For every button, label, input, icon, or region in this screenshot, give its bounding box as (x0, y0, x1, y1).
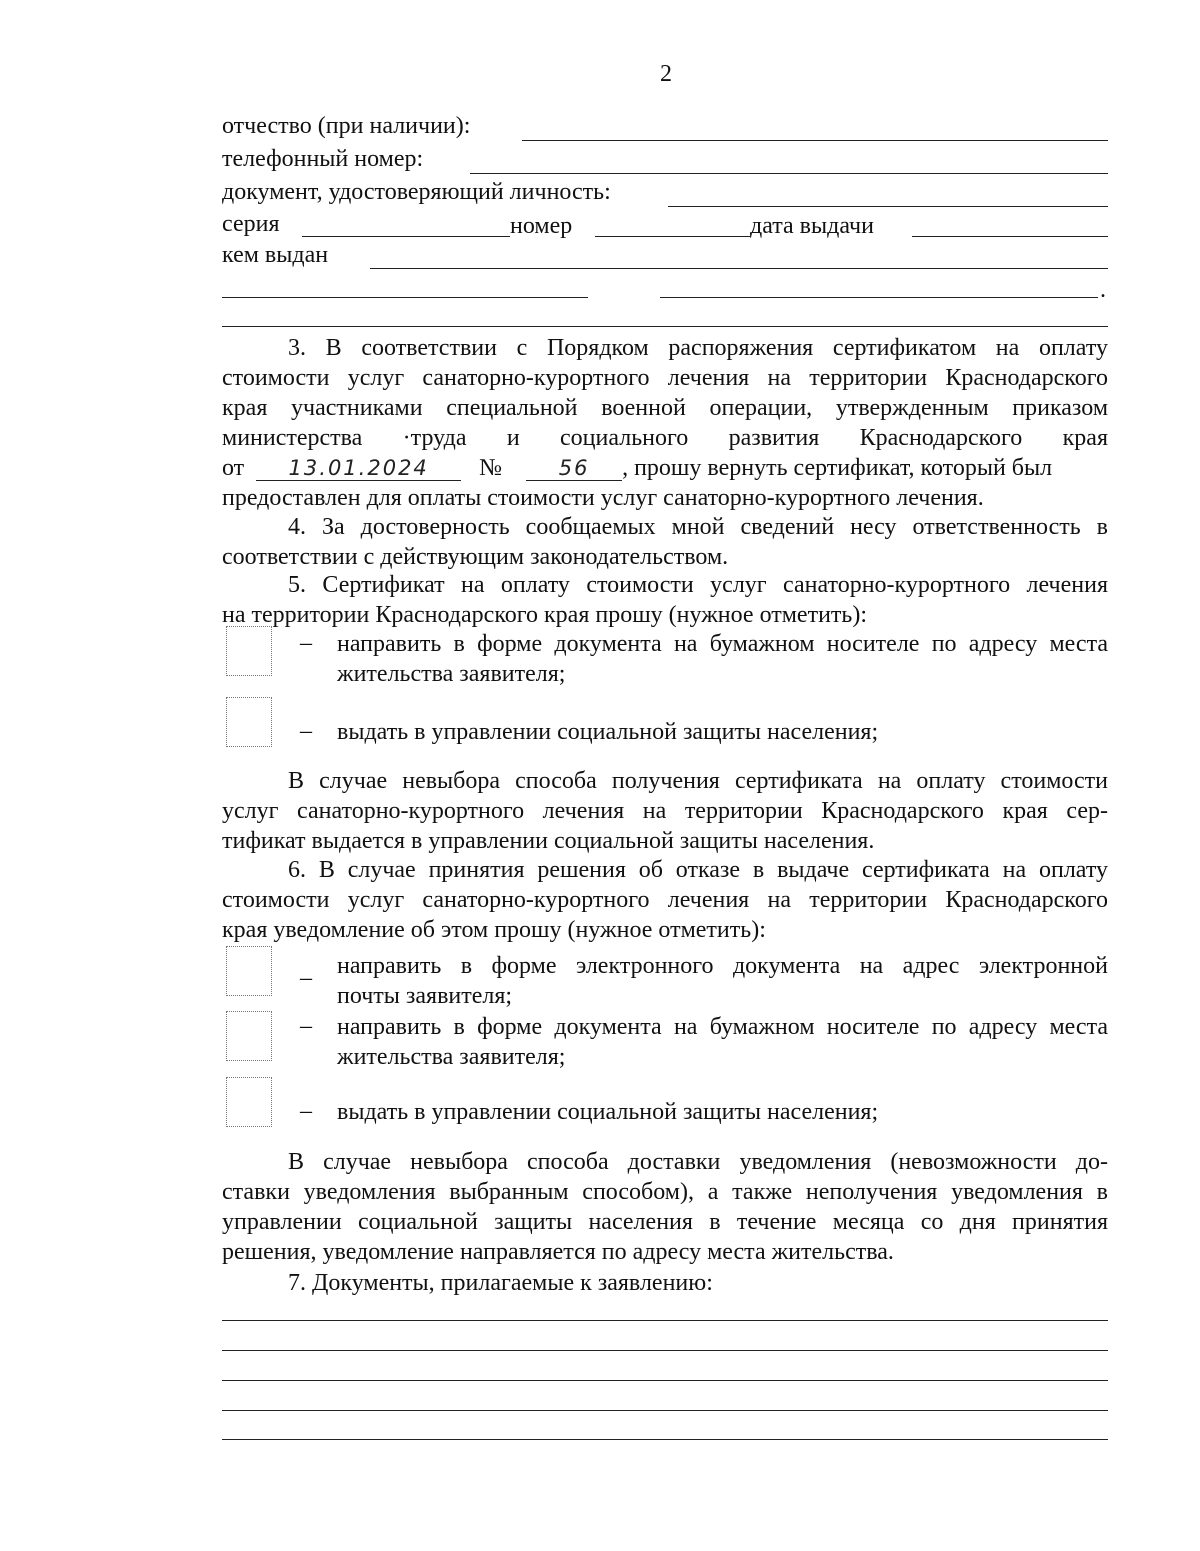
checkbox-certificate-paper[interactable] (226, 626, 272, 676)
section-7-line-1: 7. Документы, прилагаемые к заявлению: (288, 1270, 713, 1296)
option-line-1: направить в форме документа на бумажном носителе по адресу места (337, 631, 1108, 657)
issued-by-field-continued-left[interactable] (222, 297, 588, 298)
section-5 (222, 570, 1108, 630)
attachments-line-4[interactable] (222, 1410, 1108, 1411)
option-line-1: направить в форме документа на бумажном носителе по адресу места (337, 1014, 1108, 1040)
option-line-2: жительства заявителя; (337, 1044, 566, 1070)
patronymic-label: отчество (при наличии): (222, 113, 471, 139)
section-6 (222, 855, 1108, 945)
number-field[interactable] (595, 236, 750, 237)
attachments-line-2[interactable] (222, 1350, 1108, 1351)
phone-label: телефонный номер: (222, 146, 424, 172)
attachments-line-3[interactable] (222, 1380, 1108, 1381)
order-date-handwritten: 13.01.2024 (256, 456, 461, 481)
section-3-line-4: министерства ·труда и социального развития Краснодарского края (222, 425, 1108, 451)
section-5-line-1: 5. Сертификат на оплату стоимости услуг санаторно-курортного лечения (288, 572, 1108, 598)
section-3-line-3: края участниками специальной военной операции, утвержденным приказом (222, 395, 1108, 421)
section-7 (222, 1268, 1108, 1298)
section-3-line-5-tail: , прошу вернуть сертификат, который был (622, 455, 1053, 481)
section-6-note-line-2: ставки уведомления выбранным способом), а также неполучения уведомления в (222, 1179, 1108, 1205)
issue-date-field[interactable] (912, 236, 1108, 237)
order-number-sign: № (479, 455, 503, 481)
section-4-line-2: соответствии с действующим законодательством. (222, 544, 729, 570)
issued-by-field[interactable] (370, 268, 1108, 269)
option-dash: _ (300, 957, 312, 983)
option-line-1: выдать в управлении социальной защиты населения; (337, 1099, 879, 1125)
section-5-note-line-1: В случае невыбора способа получения сертификата на оплату стоимости (288, 768, 1108, 794)
series-label: серия (222, 211, 280, 237)
option-line-2: почты заявителя; (337, 983, 513, 1009)
number-label: номер (510, 213, 573, 239)
issue-date-label: дата выдачи (750, 213, 874, 239)
phone-field[interactable] (470, 173, 1108, 174)
option-line-2: жительства заявителя; (337, 661, 566, 687)
section-3-line-6: предоставлен для оплаты стоимости услуг санаторно-курортного лечения. (222, 485, 984, 511)
section-3-line-1: 3. В соответствии с Порядком распоряжения сертификатом на оплату (288, 335, 1108, 361)
section-6-line-1: 6. В случае принятия решения об отказе в выдаче сертификата на оплату (288, 857, 1108, 883)
section-5-note (222, 766, 1108, 856)
order-date-label: от (222, 455, 245, 481)
issued-by-field-continued-right[interactable] (660, 297, 1098, 298)
section-4 (222, 512, 1108, 572)
option-line-1: выдать в управлении социальной защиты населения; (337, 719, 879, 745)
issued-by-field-continued-full[interactable] (222, 326, 1108, 327)
option-certificate-office (337, 717, 1108, 747)
section-6-note (222, 1147, 1108, 1267)
attachments-line-1[interactable] (222, 1320, 1108, 1321)
issued-by-label: кем выдан (222, 242, 329, 268)
checkbox-notice-paper[interactable] (226, 1011, 272, 1061)
option-dash: – (300, 1098, 312, 1124)
section-5-line-2: на территории Краснодарского края прошу (нужное отметить): (222, 602, 868, 628)
page-number: 2 (660, 61, 672, 87)
option-notice-paper (337, 1012, 1108, 1072)
section-5-note-line-2: услуг санаторно-курортного лечения на территории Краснодарского края сер- (222, 798, 1108, 824)
checkbox-notice-email[interactable] (226, 946, 272, 996)
series-field[interactable] (302, 236, 510, 237)
option-notice-email (337, 951, 1108, 1011)
option-dash: – (300, 1013, 312, 1039)
patronymic-field[interactable] (522, 140, 1108, 141)
option-dash: – (300, 630, 312, 656)
id-document-label: документ, удостоверяющий личность: (222, 179, 611, 205)
section-4-line-1: 4. За достоверность сообщаемых мной сведений несу ответственность в (288, 514, 1108, 540)
section-6-note-line-1: В случае невыбора способа доставки уведомления (невозможности до- (288, 1149, 1108, 1175)
section-3 (222, 333, 1108, 513)
id-document-field[interactable] (668, 206, 1108, 207)
checkbox-notice-office[interactable] (226, 1077, 272, 1127)
checkbox-certificate-office[interactable] (226, 697, 272, 747)
section-6-line-3: края уведомление об этом прошу (нужное отметить): (222, 917, 766, 943)
option-dash: – (300, 718, 312, 744)
order-number-handwritten: 56 (526, 456, 622, 481)
section-3-line-5 (222, 453, 1108, 483)
attachments-line-5[interactable] (222, 1439, 1108, 1440)
section-6-note-line-4: решения, уведомление направляется по адресу места жительства. (222, 1239, 894, 1265)
option-notice-office (337, 1097, 1108, 1127)
trailing-dot: . (1100, 277, 1106, 303)
section-5-note-line-3: тификат выдается в управлении социальной защиты населения. (222, 828, 875, 854)
option-certificate-paper (337, 629, 1108, 689)
section-3-line-2: стоимости услуг санаторно-курортного лечения на территории Краснодарского (222, 365, 1108, 391)
option-line-1: направить в форме электронного документа на адрес электронной (337, 953, 1108, 979)
section-6-note-line-3: управлении социальной защиты населения в течение месяца со дня принятия (222, 1209, 1108, 1235)
section-6-line-2: стоимости услуг санаторно-курортного лечения на территории Краснодарского (222, 887, 1108, 913)
